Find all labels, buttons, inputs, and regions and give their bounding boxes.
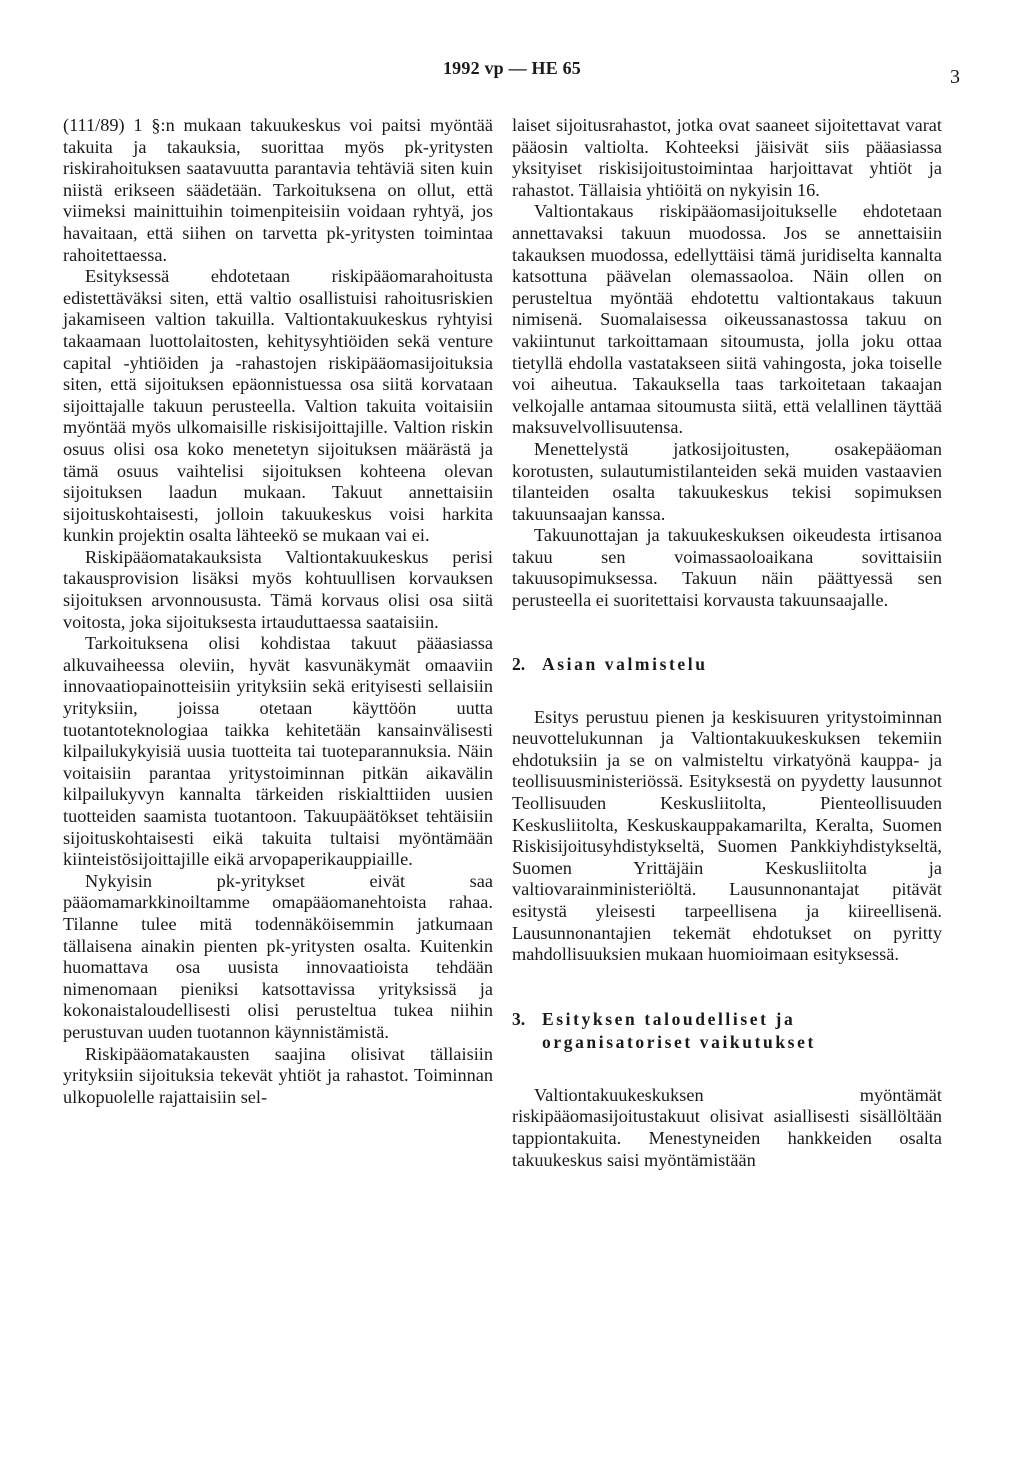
paragraph: Takuunottajan ja takuukeskuksen oikeudesta irtisanoa takuu sen voimassaoloaikana sovittaisiin takuusopimuksessa. Takuun näin päättyessä sen perusteella ei suoritettaisi korvausta takuunsaajalle.: [512, 525, 942, 611]
section-number: 2.: [512, 653, 526, 674]
paragraph: Valtiontakuukeskuksen myöntämät riskipääomasijoitustakuut olisivat asiallisesti sisällöltään tappiontakuita. Menestyneiden hankkeiden osalta takuukeskus saisi myöntämistään: [512, 1084, 942, 1170]
section-heading-3: [512, 1008, 942, 1054]
paragraph: Riskipääomatakausten saajina olisivat tällaisiin yrityksiin sijoituksia tekevät yhtiöt ja rahastot. Toiminnan ulkopuolelle rajattaisiin sel-: [63, 1043, 493, 1107]
section-heading-2: [512, 653, 942, 676]
paragraph: Menettelystä jatkosijoitusten, osakepääoman korotusten, sulautumistilanteiden sekä muiden vastaavien tilanteiden osalta takuukeskus tekisi sopimuksen takuunsaajan kanssa.: [512, 438, 942, 524]
section-title-line1: Esityksen taloudelliset ja: [542, 1008, 796, 1029]
paragraph: Nykyisin pk-yritykset eivät saa pääomamarkkinoiltamme omapääomanehtoista rahaa. Tilanne tulee mitä todennäköisemmin jatkumaan tällaisena ainakin pienten pk-yritysten osalta. Kuitenkin huomattava osa uusista innovaatioista tehdään nimenomaan pieniksi katsottavissa yrityksissä ja kokonaistaloudellisesti olisi perusteltua tukea niihin perustuvan uuden tuotannon käynnistämistä.: [63, 870, 493, 1042]
paragraph: Tarkoituksena olisi kohdistaa takuut pääasiassa alkuvaiheessa oleviin, hyvät kasvunäkymät omaaviin innovaatiopainotteisiin yrityksiin sekä erityisesti sellaisiin yrityksiin, joissa otetaan käyttöön uutta tuotantoteknologiaa taikka kehitetään kansainvälisesti kilpailukykyisiä uusia tuotteita tai tuoteparannuksia. Näin voitaisiin parantaa yritystoiminnan pitkän aikavälin kilpailukyvyn kannalta tärkeiden riskialttiiden uusien tuotteiden saamista tuotantoon. Takuupäätökset tehtäisiin sijoituskohtaisesti eikä takuita tultaisi myöntämään kiinteistösijoittajille eikä arvopaperikauppiaille.: [63, 633, 493, 870]
page-number: 3: [950, 66, 960, 88]
section-title: Asian valmistelu: [542, 653, 708, 674]
section-number: 3.: [512, 1008, 526, 1029]
paragraph: Riskipääomatakauksista Valtiontakuukeskus perisi takausprovision lisäksi myös kohtuullisen korvauksen sijoituksen arvonnoususta. Tämä korvaus olisi osa siitä voitosta, joka sijoituksesta irtauduttaessa saataisiin.: [63, 546, 493, 632]
page-header-title: 1992 vp — HE 65: [442, 58, 582, 78]
paragraph: Esityksessä ehdotetaan riskipääomarahoitusta edistettäväksi siten, että valtio osallistuisi rahoitusriskien jakamiseen valtion takuilla. Valtiontakuukeskus ryhtyisi takaamaan luottolaitosten, kehitysyhtiöiden sekä venture capital -yhtiöiden ja -rahastojen riskipääomasijoituksia siten, että sijoituksen epäonnistuessa osa siitä korvataan sijoittajalle takuun perusteella. Valtion takuita voitaisiin myöntää myös ulkomaisille riskisijoittajille. Valtion riskin osuus olisi osa koko menetetyn sijoituksen määrästä ja tämä osuus vaihtelisi sijoituksen kohteena olevan sijoituksen laadun mukaan. Takuut annettaisiin sijoituskohtaisesti, jolloin takuukeskus voisi harkita kunkin projektin osalta lähteekö se mukaan vai ei.: [63, 266, 493, 546]
paragraph: laiset sijoitusrahastot, jotka ovat saaneet sijoitettavat varat pääosin valtiolta. Kohteeksi jäisivät siis pääasiassa yksityiset riskisijoitustoimintaa harjoittavat yhtiöt ja rahastot. Tällaisia yhtiöitä on nykyisin 16.: [512, 115, 942, 200]
paragraph: (111/89) 1 §:n mukaan takuukeskus voi paitsi myöntää takuita ja takauksia, suorittaa myös pk-yritysten riskirahoituksen saatavuutta parantavia tehtäviä siten kuin niistä erikseen säädetään. Tarkoituksena on ollut, että viimeksi mainittuihin toimenpiteisiin voidaan ryhtyä, jos havaitaan, että siihen on tarvetta pk-yritysten toimintaa rahoitettaessa.: [63, 115, 493, 265]
section-title-line2: organisatoriset vaikutukset: [542, 1031, 816, 1052]
paragraph: Valtiontakaus riskipääomasijoitukselle ehdotetaan annettavaksi takuun muodossa. Jos se annettaisiin takauksen muodossa, edellyttäisi tämä juridiselta kannalta katsottuna päävelan olemassaoloa. Näin ollen on perusteltua myöntää ehdotettu valtiontakaus takuun nimisenä. Suomalaisessa oikeussanastossa takuu on vakiintunut tarkoittamaan sitoumusta, jolla joku ottaa tietyllä ehdolla vastatakseen siitä vahingosta, joka toiselle voi aiheutua. Takauksella taas tarkoitetaan takaajan velkojalle antamaa sitoumusta siitä, että velallinen täyttää maksuvelvollisuutensa.: [512, 201, 942, 438]
paragraph: Esitys perustuu pienen ja keskisuuren yritystoiminnan neuvottelukunnan ja Valtiontakuukeskuksen tekemiin ehdotuksiin ja se on valmisteltu virkatyönä kauppa- ja teollisuusministeriössä. Esityksestä on pyydetty lausunnot Teollisuuden Keskusliitolta, Pienteollisuuden Keskusliitolta, Keskuskauppakamarilta, Keralta, Suomen Riskisijoitusyhdistykseltä, Suomen Pankkiyhdistykseltä, Suomen Yrittäjäin Keskusliitolta ja valtiovarainministeriöltä. Lausunnonantajat pitävät esitystä yleisesti tarpeellisena ja kiireellisenä. Lausunnonantajien tekemät ehdotukset on pyritty mahdollisuuksien mukaan huomioimaan esityksessä.: [512, 706, 942, 965]
left-column: [63, 115, 493, 1108]
right-column: [512, 115, 942, 1171]
